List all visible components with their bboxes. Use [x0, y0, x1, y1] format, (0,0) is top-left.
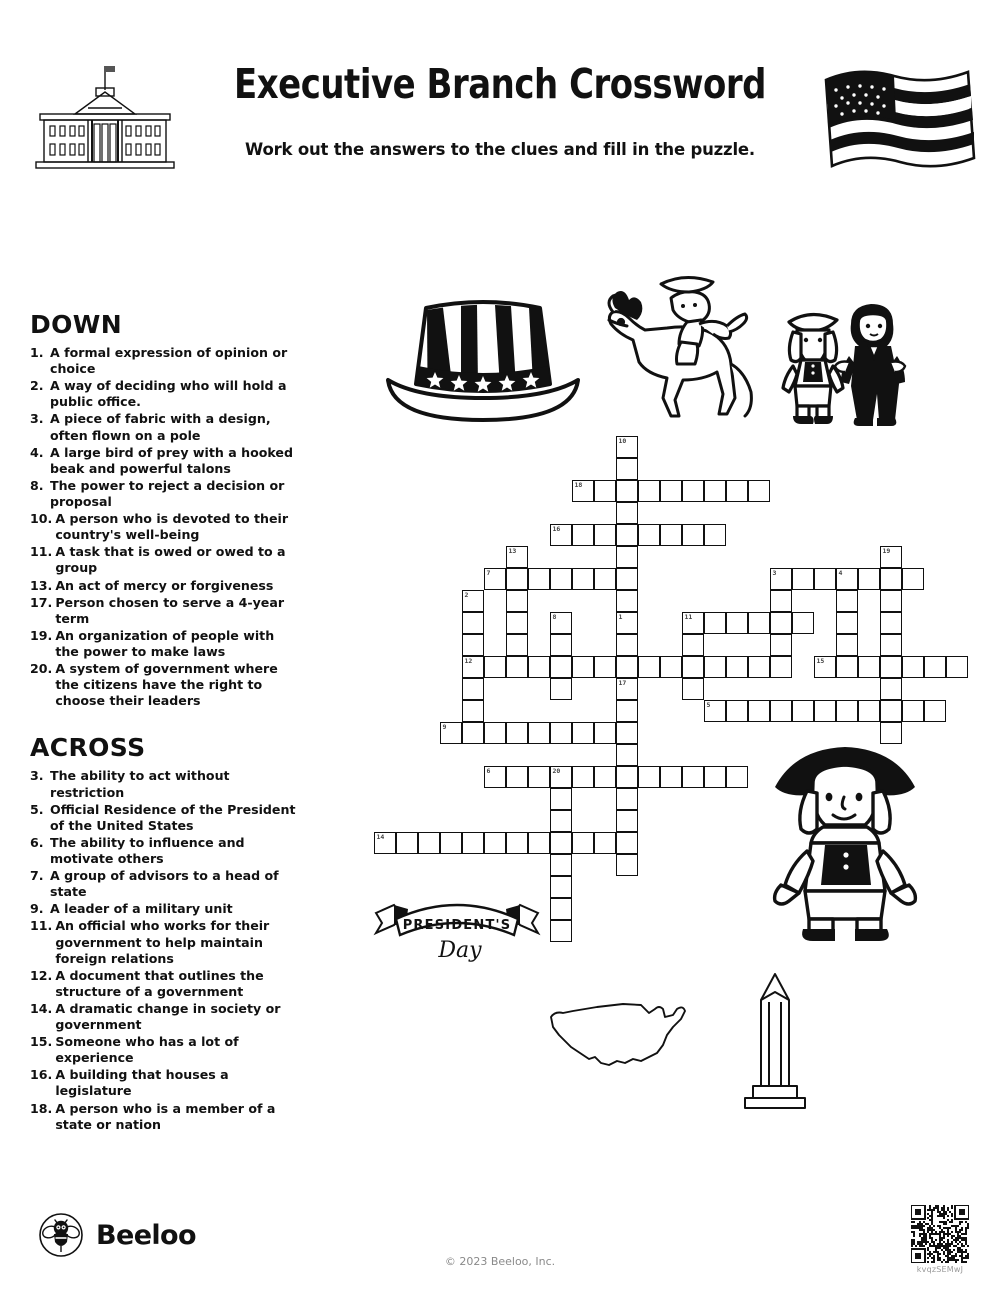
- cell-number: 2: [464, 591, 469, 599]
- crossword-cell[interactable]: [572, 524, 594, 546]
- crossword-cell[interactable]: [594, 722, 616, 744]
- crossword-cell[interactable]: [418, 832, 440, 854]
- cell-number: 15: [816, 657, 825, 665]
- down-clue-17: [30, 595, 298, 627]
- clue-number: 3.: [30, 411, 44, 427]
- across-heading: ACROSS: [30, 733, 146, 763]
- crossword-cell[interactable]: [726, 656, 748, 678]
- clue-number: 18.: [30, 1100, 53, 1116]
- crossword-cell[interactable]: [572, 832, 594, 854]
- clue-text: A building that houses a legislature: [55, 1067, 229, 1099]
- crossword-cell[interactable]: [616, 788, 638, 810]
- across-clue-14: [30, 1001, 298, 1033]
- crossword-cell[interactable]: [770, 612, 792, 634]
- crossword-cell[interactable]: [682, 656, 704, 678]
- clue-number: 13.: [30, 577, 53, 593]
- across-clue-15: [30, 1034, 298, 1066]
- crossword-cell[interactable]: [682, 612, 704, 634]
- crossword-cell[interactable]: [506, 634, 528, 656]
- down-clue-1: [30, 345, 298, 377]
- clues-panel: [30, 310, 298, 1134]
- bee-logo-icon: [38, 1212, 84, 1258]
- crossword-cell[interactable]: [374, 832, 396, 854]
- crossword-cell[interactable]: [616, 744, 638, 766]
- crossword-cell[interactable]: [616, 634, 638, 656]
- clue-text: The ability to influence and motivate others: [50, 834, 245, 866]
- clue-text: A formal expression of opinion or choice: [50, 345, 288, 377]
- crossword-cell[interactable]: [528, 766, 550, 788]
- down-heading: DOWN: [30, 310, 123, 339]
- crossword-cell[interactable]: [660, 480, 682, 502]
- cell-number: 3: [772, 569, 777, 577]
- crossword-cell[interactable]: [550, 854, 572, 876]
- clue-number: 2.: [30, 378, 44, 394]
- cell-number: 14: [376, 833, 385, 841]
- clue-text: The ability to act without restriction: [50, 768, 230, 800]
- qr-code-icon[interactable]: [911, 1205, 969, 1263]
- page-title: Executive Branch Crossword: [233, 60, 767, 108]
- crossword-cell[interactable]: [594, 766, 616, 788]
- crossword-cell[interactable]: [594, 480, 616, 502]
- crossword-cell[interactable]: [594, 656, 616, 678]
- crossword-cell[interactable]: [462, 590, 484, 612]
- washington-on-horse-illustration: [595, 268, 760, 428]
- crossword-cell[interactable]: [616, 590, 638, 612]
- crossword-cell[interactable]: [682, 480, 704, 502]
- across-clue-16: [30, 1067, 298, 1099]
- crossword-cell[interactable]: [462, 678, 484, 700]
- crossword-cell[interactable]: [682, 634, 704, 656]
- crossword-cell[interactable]: [550, 524, 572, 546]
- across-clue-list: [30, 768, 298, 1132]
- crossword-cell[interactable]: [506, 656, 528, 678]
- crossword-cell[interactable]: [770, 700, 792, 722]
- crossword-cell[interactable]: [704, 700, 726, 722]
- crossword-cell[interactable]: [880, 590, 902, 612]
- clue-number: 20.: [30, 661, 53, 677]
- crossword-cell[interactable]: [462, 700, 484, 722]
- crossword-cell[interactable]: [792, 612, 814, 634]
- clue-text: A task that is owed or owed to a group: [55, 544, 286, 576]
- crossword-cell[interactable]: [396, 832, 418, 854]
- crossword-cell[interactable]: [572, 766, 594, 788]
- crossword-cell[interactable]: [682, 766, 704, 788]
- crossword-cell[interactable]: [814, 656, 836, 678]
- crossword-cell[interactable]: [880, 656, 902, 678]
- clue-number: 16.: [30, 1067, 53, 1083]
- crossword-cell[interactable]: [484, 568, 506, 590]
- crossword-cell[interactable]: [836, 634, 858, 656]
- crossword-cell[interactable]: [748, 656, 770, 678]
- across-clue-7: [30, 868, 298, 900]
- crossword-cell[interactable]: [572, 568, 594, 590]
- banner-line2: Day: [438, 938, 482, 963]
- clue-text: Official Residence of the President of the United States: [50, 801, 296, 833]
- clue-number: 6.: [30, 834, 44, 850]
- crossword-cell[interactable]: [462, 634, 484, 656]
- across-clue-3: [30, 768, 298, 800]
- crossword-cell[interactable]: [946, 656, 968, 678]
- crossword-cell[interactable]: [506, 766, 528, 788]
- beeloo-logo: [38, 1212, 196, 1258]
- crossword-cell[interactable]: [550, 678, 572, 700]
- crossword-cell[interactable]: [858, 568, 880, 590]
- qr-label: kvqzSEMwJ: [916, 1265, 964, 1274]
- banner-line1: PRESIDENT'S: [402, 918, 512, 933]
- usa-map-illustration: [545, 995, 695, 1080]
- down-clue-4: [30, 445, 298, 477]
- cell-number: 19: [882, 547, 891, 555]
- washington-monument-illustration: [735, 968, 815, 1113]
- down-clue-19: [30, 628, 298, 660]
- crossword-cell[interactable]: [880, 546, 902, 568]
- presidents-day-banner-illustration: [372, 885, 542, 965]
- crossword-cell[interactable]: [506, 568, 528, 590]
- crossword-cell[interactable]: [616, 656, 638, 678]
- crossword-cell[interactable]: [550, 810, 572, 832]
- cell-number: 10: [618, 437, 627, 445]
- clue-number: 9.: [30, 901, 44, 917]
- crossword-cell[interactable]: [880, 722, 902, 744]
- crossword-cell[interactable]: [484, 722, 506, 744]
- cell-number: 6: [486, 767, 491, 775]
- clue-number: 4.: [30, 444, 44, 460]
- crossword-cell[interactable]: [660, 766, 682, 788]
- clue-text: Person chosen to serve a 4-year term: [55, 594, 285, 626]
- clue-text: An organization of people with the power to make laws: [55, 627, 275, 659]
- across-clue-9: [30, 901, 298, 917]
- clue-number: 19.: [30, 627, 53, 643]
- down-clue-11: [30, 544, 298, 576]
- washington-figure-illustration: [755, 735, 935, 945]
- down-clue-list: [30, 345, 298, 709]
- across-clue-11: [30, 918, 298, 966]
- clue-number: 11.: [30, 918, 53, 934]
- uncle-sam-hat-illustration: [378, 280, 588, 425]
- crossword-cell[interactable]: [660, 656, 682, 678]
- crossword-cell[interactable]: [594, 524, 616, 546]
- crossword-cell[interactable]: [858, 700, 880, 722]
- down-clue-10: [30, 511, 298, 543]
- crossword-cell[interactable]: [638, 524, 660, 546]
- across-clue-18: [30, 1101, 298, 1133]
- crossword-cell[interactable]: [770, 634, 792, 656]
- crossword-cell[interactable]: [924, 700, 946, 722]
- clue-text: A piece of fabric with a design, often flown on a pole: [50, 411, 271, 443]
- across-clue-5: [30, 802, 298, 834]
- crossword-cell[interactable]: [462, 612, 484, 634]
- crossword-cell[interactable]: [704, 766, 726, 788]
- clue-number: 5.: [30, 801, 44, 817]
- cell-number: 11: [684, 613, 693, 621]
- crossword-cell[interactable]: [616, 700, 638, 722]
- crossword-cell[interactable]: [550, 832, 572, 854]
- copyright-text: © 2023 Beeloo, Inc.: [444, 1255, 556, 1268]
- clue-text: A person who is devoted to their country's well-being: [55, 511, 289, 543]
- crossword-cell[interactable]: [462, 832, 484, 854]
- crossword-cell[interactable]: [616, 854, 638, 876]
- crossword-cell[interactable]: [726, 700, 748, 722]
- clue-number: 7.: [30, 868, 44, 884]
- crossword-cell[interactable]: [748, 700, 770, 722]
- crossword-cell[interactable]: [726, 766, 748, 788]
- crossword-cell[interactable]: [506, 722, 528, 744]
- crossword-cell[interactable]: [506, 590, 528, 612]
- across-clues-block: [30, 733, 298, 1132]
- cell-number: 12: [464, 657, 473, 665]
- crossword-cell[interactable]: [440, 722, 462, 744]
- crossword-cell[interactable]: [616, 480, 638, 502]
- crossword-cell[interactable]: [770, 568, 792, 590]
- clue-text: A person who is a member of a state or nation: [55, 1100, 276, 1132]
- page-header: [0, 0, 1000, 210]
- crossword-cell[interactable]: [572, 480, 594, 502]
- crossword-cell[interactable]: [704, 480, 726, 502]
- cell-number: 18: [574, 481, 583, 489]
- clue-number: 10.: [30, 511, 53, 527]
- crossword-cell[interactable]: [858, 656, 880, 678]
- crossword-cell[interactable]: [616, 524, 638, 546]
- clue-text: A way of deciding who will hold a public office.: [50, 378, 287, 410]
- clue-text: Someone who has a lot of experience: [55, 1034, 239, 1066]
- crossword-cell[interactable]: [792, 700, 814, 722]
- cell-number: 8: [552, 613, 557, 621]
- crossword-cell[interactable]: [462, 656, 484, 678]
- clue-text: An act of mercy or forgiveness: [55, 577, 274, 593]
- cell-number: 5: [706, 701, 711, 709]
- clue-number: 8.: [30, 477, 44, 493]
- clue-text: A large bird of prey with a hooked beak and powerful talons: [50, 444, 293, 476]
- crossword-cell[interactable]: [572, 656, 594, 678]
- cell-number: 20: [552, 767, 561, 775]
- across-clue-12: [30, 968, 298, 1000]
- cell-number: 17: [618, 679, 627, 687]
- clue-number: 11.: [30, 544, 53, 560]
- clue-text: A dramatic change in society or government: [55, 1000, 281, 1033]
- crossword-cell[interactable]: [704, 656, 726, 678]
- crossword-cell[interactable]: [616, 810, 638, 832]
- crossword-cell[interactable]: [704, 612, 726, 634]
- crossword-cell[interactable]: [880, 700, 902, 722]
- washington-and-lincoln-illustration: [775, 290, 915, 428]
- clue-number: 12.: [30, 967, 53, 983]
- crossword-cell[interactable]: [880, 678, 902, 700]
- crossword-cell[interactable]: [902, 700, 924, 722]
- crossword-cell[interactable]: [616, 568, 638, 590]
- crossword-cell[interactable]: [770, 590, 792, 612]
- crossword-cell[interactable]: [792, 568, 814, 590]
- crossword-cell[interactable]: [704, 524, 726, 546]
- crossword-cell[interactable]: [814, 568, 836, 590]
- crossword-cell[interactable]: [528, 568, 550, 590]
- clue-number: 1.: [30, 345, 44, 360]
- beeloo-wordmark: Beeloo: [96, 1219, 196, 1251]
- clue-number: 17.: [30, 594, 53, 610]
- crossword-cell[interactable]: [880, 568, 902, 590]
- crossword-cell[interactable]: [506, 612, 528, 634]
- crossword-cell[interactable]: [638, 766, 660, 788]
- clue-text: A leader of a military unit: [50, 901, 233, 917]
- crossword-cell[interactable]: [616, 436, 638, 458]
- qr-block[interactable]: [908, 1205, 972, 1274]
- clue-text: An official who works for their government to help maintain foreign relations: [55, 918, 270, 966]
- crossword-cell[interactable]: [506, 546, 528, 568]
- clue-text: The power to reject a decision or proposal: [50, 477, 285, 509]
- crossword-cell[interactable]: [462, 722, 484, 744]
- crossword-cell[interactable]: [484, 656, 506, 678]
- crossword-cell[interactable]: [550, 788, 572, 810]
- clue-number: 3.: [30, 768, 44, 784]
- crossword-cell[interactable]: [880, 612, 902, 634]
- crossword-cell[interactable]: [638, 656, 660, 678]
- crossword-cell[interactable]: [550, 766, 572, 788]
- american-flag-icon: [818, 62, 978, 182]
- clue-text: A group of advisors to a head of state: [50, 868, 279, 900]
- crossword-cell[interactable]: [902, 568, 924, 590]
- crossword-cell[interactable]: [660, 524, 682, 546]
- crossword-cell[interactable]: [550, 634, 572, 656]
- down-clues-block: [30, 310, 298, 709]
- down-clue-3: [30, 411, 298, 443]
- crossword-cell[interactable]: [550, 876, 572, 898]
- crossword-cell[interactable]: [682, 678, 704, 700]
- clue-number: 15.: [30, 1034, 53, 1050]
- crossword-cell[interactable]: [836, 568, 858, 590]
- down-clue-20: [30, 661, 298, 709]
- crossword-cell[interactable]: [726, 612, 748, 634]
- crossword-cell[interactable]: [528, 656, 550, 678]
- white-house-icon: [30, 62, 180, 172]
- crossword-cell[interactable]: [616, 458, 638, 480]
- cell-number: 16: [552, 525, 561, 533]
- crossword-cell[interactable]: [814, 700, 836, 722]
- clue-text: A document that outlines the structure of a government: [55, 967, 264, 999]
- crossword-cell[interactable]: [616, 612, 638, 634]
- across-clue-6: [30, 835, 298, 867]
- crossword-cell[interactable]: [572, 722, 594, 744]
- crossword-cell[interactable]: [550, 920, 572, 942]
- crossword-cell[interactable]: [638, 480, 660, 502]
- crossword-cell[interactable]: [682, 524, 704, 546]
- cell-number: 13: [508, 547, 517, 555]
- crossword-cell[interactable]: [484, 832, 506, 854]
- crossword-cell[interactable]: [770, 656, 792, 678]
- crossword-cell[interactable]: [594, 568, 616, 590]
- down-clue-8: [30, 478, 298, 510]
- crossword-cell[interactable]: [506, 832, 528, 854]
- crossword-cell[interactable]: [748, 612, 770, 634]
- crossword-cell[interactable]: [924, 656, 946, 678]
- crossword-cell[interactable]: [550, 612, 572, 634]
- crossword-cell[interactable]: [550, 656, 572, 678]
- crossword-cell[interactable]: [836, 700, 858, 722]
- cell-number: 9: [442, 723, 447, 731]
- crossword-cell[interactable]: [616, 766, 638, 788]
- cell-number: 1: [618, 613, 623, 621]
- cell-number: 4: [838, 569, 843, 577]
- crossword-cell[interactable]: [836, 590, 858, 612]
- crossword-cell[interactable]: [880, 634, 902, 656]
- clue-text: A system of government where the citizens have the right to choose their leaders: [55, 661, 278, 709]
- crossword-cell[interactable]: [550, 722, 572, 744]
- crossword-cell[interactable]: [616, 546, 638, 568]
- down-clue-2: [30, 378, 298, 410]
- crossword-cell[interactable]: [616, 502, 638, 524]
- crossword-cell[interactable]: [616, 832, 638, 854]
- crossword-cell[interactable]: [836, 656, 858, 678]
- crossword-cell[interactable]: [550, 898, 572, 920]
- crossword-cell[interactable]: [528, 722, 550, 744]
- crossword-cell[interactable]: [748, 480, 770, 502]
- cell-number: 7: [486, 569, 491, 577]
- crossword-cell[interactable]: [528, 832, 550, 854]
- crossword-cell[interactable]: [726, 480, 748, 502]
- crossword-cell[interactable]: [836, 612, 858, 634]
- crossword-cell[interactable]: [616, 678, 638, 700]
- clue-number: 14.: [30, 1000, 53, 1016]
- crossword-cell[interactable]: [594, 832, 616, 854]
- page-subtitle: Work out the answers to the clues and fill in the puzzle.: [245, 140, 755, 159]
- crossword-cell[interactable]: [484, 766, 506, 788]
- down-clue-13: [30, 578, 298, 594]
- crossword-cell[interactable]: [550, 568, 572, 590]
- crossword-cell[interactable]: [440, 832, 462, 854]
- crossword-cell[interactable]: [616, 722, 638, 744]
- crossword-cell[interactable]: [902, 656, 924, 678]
